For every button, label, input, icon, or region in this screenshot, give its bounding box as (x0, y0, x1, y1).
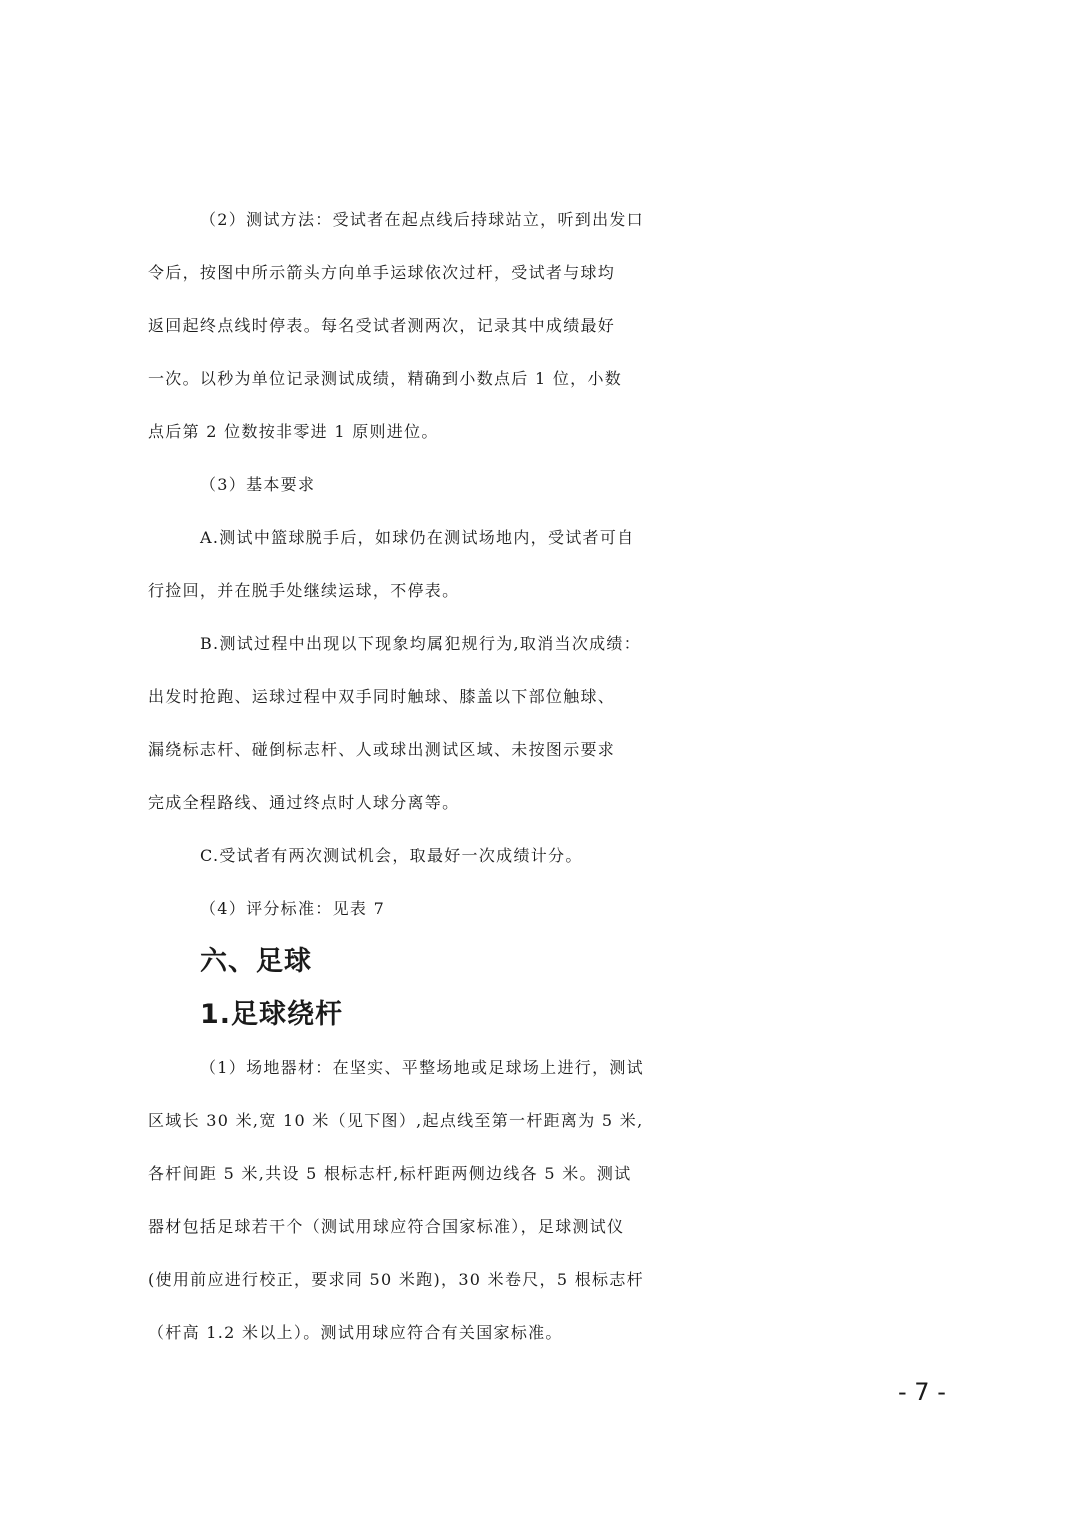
paragraph-line: 完成全程路线、通过终点时人球分离等。 (148, 793, 460, 812)
paragraph-line: 区域长 30 米,宽 10 米（见下图）,起点线至第一杆距离为 5 米, (148, 1111, 644, 1130)
paragraph-line: （杆高 1.2 米以上）。测试用球应符合有关国家标准。 (148, 1323, 563, 1342)
paragraph-line: （1）场地器材：在坚实、平整场地或足球场上进行，测试 (200, 1058, 644, 1077)
paragraph-line: 出发时抢跑、运球过程中双手同时触球、膝盖以下部位触球、 (148, 687, 616, 706)
paragraph-line: （2）测试方法：受试者在起点线后持球站立，听到出发口 (200, 210, 644, 229)
paragraph-line: 点后第 2 位数按非零进 1 原则进位。 (148, 422, 439, 441)
paragraph-line: 器材包括足球若干个（测试用球应符合国家标准），足球测试仪 (148, 1217, 625, 1236)
paragraph-line: 行捡回，并在脱手处继续运球，不停表。 (148, 581, 460, 600)
paragraph-line: 令后，按图中所示箭头方向单手运球依次过杆，受试者与球均 (148, 263, 616, 282)
section-heading: 六、足球 (200, 946, 312, 977)
paragraph-line: B.测试过程中出现以下现象均属犯规行为,取消当次成绩： (200, 634, 642, 653)
subsection-heading: 1.足球绕杆 (200, 999, 344, 1030)
paragraph-line: 各杆间距 5 米,共设 5 根标志杆,标杆距两侧边线各 5 米。测试 (148, 1164, 632, 1183)
paragraph-line: 漏绕标志杆、碰倒标志杆、人或球出测试区域、未按图示要求 (148, 740, 616, 759)
paragraph-line: 一次。以秒为单位记录测试成绩，精确到小数点后 1 位，小数 (148, 369, 623, 388)
page-number: - 7 - (898, 1378, 946, 1406)
paragraph-line: 返回起终点线时停表。每名受试者测两次，记录其中成绩最好 (148, 316, 616, 335)
paragraph-line: (使用前应进行校正，要求同 50 米跑)，30 米卷尺，5 根标志杆 (148, 1270, 644, 1289)
subheading-line: （3）基本要求 (200, 475, 316, 494)
paragraph-line: C.受试者有两次测试机会，取最好一次成绩计分。 (200, 846, 583, 865)
paragraph-line: （4）评分标准：见表 7 (200, 899, 386, 918)
paragraph-line: A.测试中篮球脱手后，如球仍在测试场地内，受试者可自 (200, 528, 635, 547)
